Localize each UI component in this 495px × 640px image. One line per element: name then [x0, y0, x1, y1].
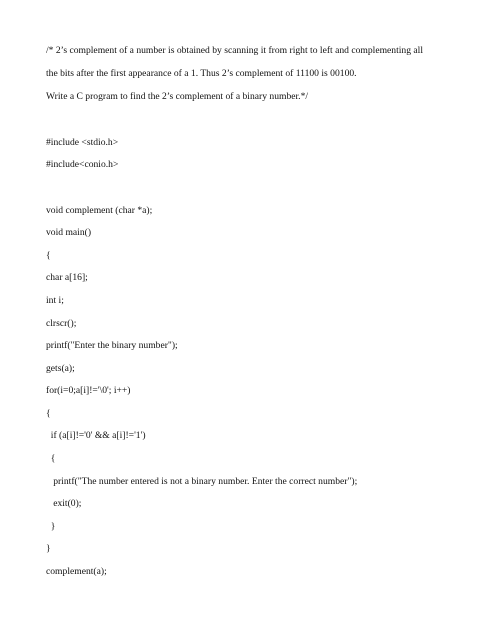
code-line-4: char a[16];	[46, 272, 88, 283]
include-conio-line: #include<conio.h>	[46, 159, 119, 170]
code-line-10: {	[46, 408, 51, 419]
code-line-3: {	[46, 250, 51, 261]
comment-line-1: /* 2’s complement of a number is obtained by scanning it from right to left and complementing all	[46, 45, 424, 56]
code-line-8: gets(a);	[46, 363, 75, 374]
comment-line-3: Write a C program to find the 2’s complement of a binary number.*/	[46, 91, 309, 102]
code-line-1: void complement (char *a);	[46, 205, 153, 216]
code-line-6: clrscr();	[46, 318, 77, 329]
code-line-2: void main()	[46, 227, 92, 238]
code-line-13: printf("The number entered is not a binary number. Enter the correct number");	[46, 476, 358, 487]
code-line-7: printf("Enter the binary number");	[46, 340, 178, 351]
code-line-14: exit(0);	[46, 498, 82, 509]
code-line-11: if (a[i]!='0' && a[i]!='1')	[46, 430, 146, 441]
code-line-15: }	[46, 521, 56, 532]
comment-line-2: the bits after the first appearance of a 1. Thus 2’s complement of 11100 is 00100.	[46, 68, 357, 79]
include-stdio-line: #include <stdio.h>	[46, 137, 119, 148]
code-line-12: {	[46, 453, 56, 464]
code-line-5: int i;	[46, 295, 64, 306]
code-line-9: for(i=0;a[i]!='\0'; i++)	[46, 385, 131, 396]
code-line-17: complement(a);	[46, 566, 107, 577]
code-line-16: }	[46, 543, 51, 554]
